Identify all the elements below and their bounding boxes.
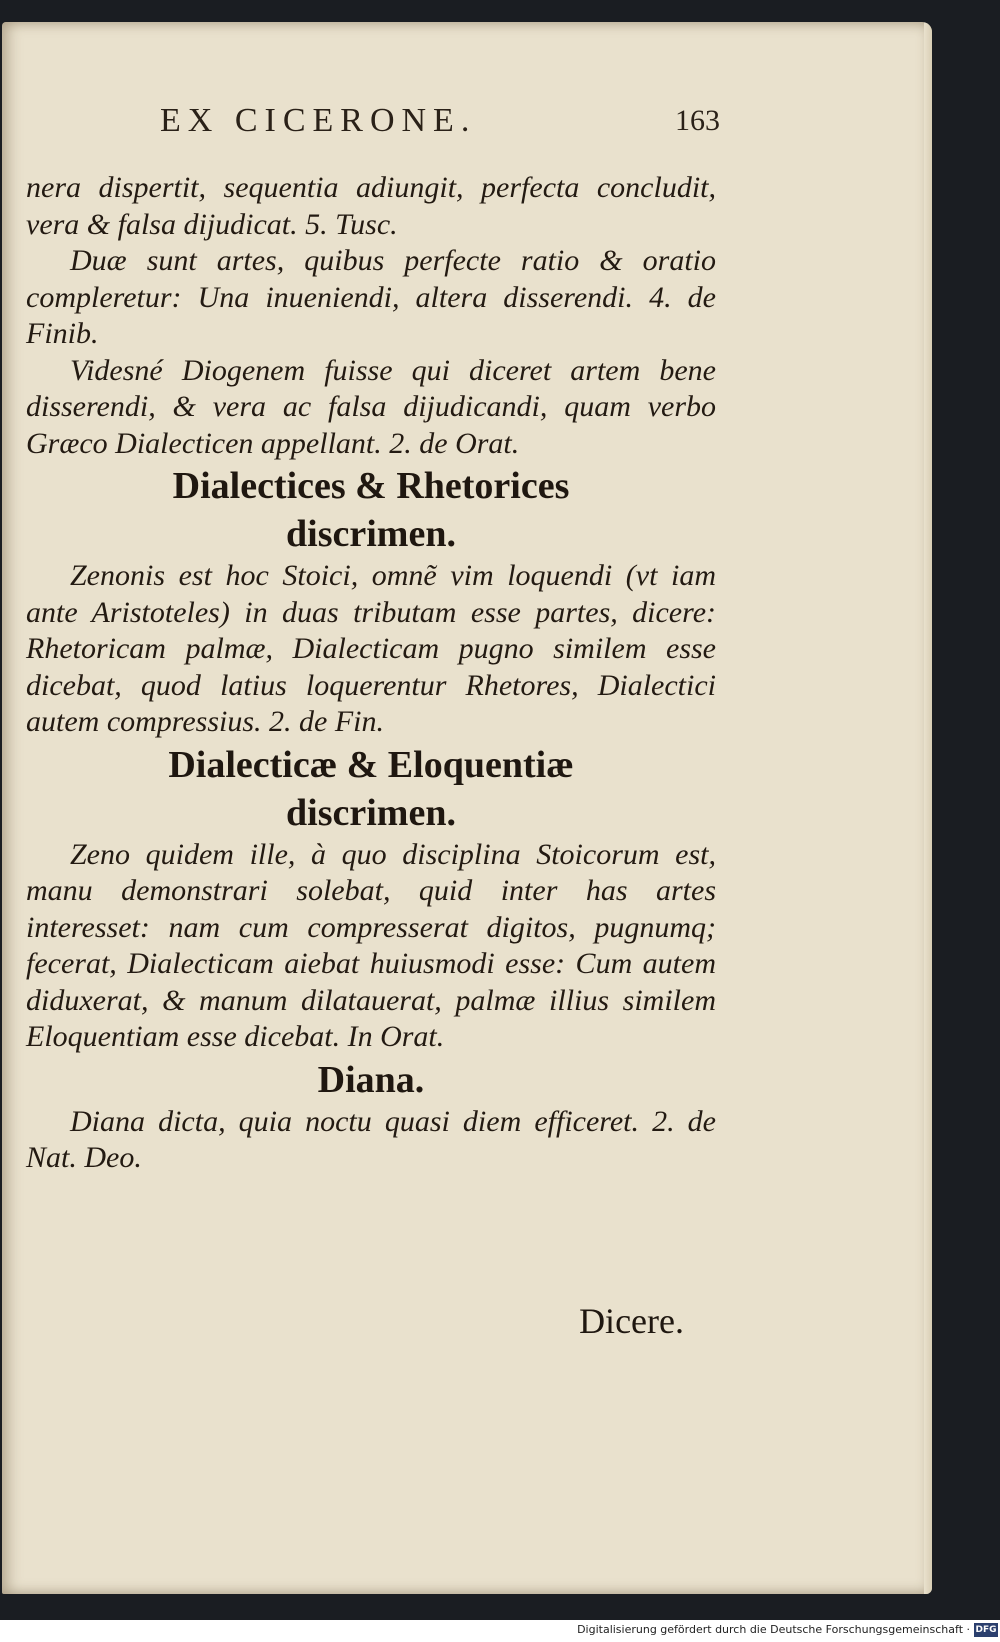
heading-dialectices-rhetorices (26, 462, 716, 558)
book-page (2, 22, 932, 1594)
heading-dialecticae-eloquentiae (26, 741, 716, 837)
heading-line: Dialectices & Rhetorices (172, 465, 570, 507)
page-body (26, 170, 716, 1177)
page-header (160, 102, 720, 152)
running-head: EX CICERONE. (160, 102, 477, 139)
heading-line: discrimen. (286, 791, 456, 834)
page-edge-shadow (924, 22, 932, 1594)
paragraph-zeno-quidem: Zeno quidem ille, à quo disciplina Stoicorum est, manu demonstrari solebat, quid inter has artes interesset: nam cum compresserat digitos, pugnumq; fecerat, Dialecticam aiebat huiusmodi esse: Cum autem diduxerat, & manum dilatauerat, palmæ illius similem Eloquentiam esse dicebat. In Orat. (26, 837, 716, 1053)
paragraph-duae-artes: Duæ sunt artes, quibus perfecte ratio & oratio compleretur: Una inueniendi, altera disserendi. 4. de Finib. (26, 244, 716, 350)
paragraph-dispertit: nera dispertit, sequentia adiungit, perfecta concludit, vera & falsa dijudicat. 5. Tusc. (26, 171, 716, 241)
heading-line: Diana. (317, 1058, 425, 1101)
paragraph-zenonis: Zenonis est hoc Stoici, omnẽ vim loquendi (vt iam ante Aristoteles) in duas tributam esse partes, dicere: Rhetoricam palmæ, Dialecticam pugno similem esse dicebat, quod latius loquerentur Rhetores, Dialectici autem compressius. 2. de Fin. (26, 559, 716, 738)
footer-bar (0, 1620, 1000, 1642)
heading-line: discrimen. (286, 513, 456, 555)
paragraph-diana: Diana dicta, quia noctu quasi diem efficeret. 2. de Nat. Deo. (26, 1104, 716, 1174)
page-number: 163 (675, 104, 720, 137)
heading-line: Dialecticæ & Eloquentiæ (168, 743, 574, 786)
funding-credit: Digitalisierung gefördert durch die Deutsche Forschungsgemeinschaft · (577, 1623, 970, 1636)
catchword: Dicere. (579, 1301, 684, 1341)
dfg-logo-icon: DFG (975, 1625, 997, 1635)
heading-diana (26, 1056, 716, 1104)
paragraph-diogenes: Videsné Diogenem fuisse qui diceret artem bene disserendi, & vera ac falsa dijudicandi, quam verbo Græco Dialecticen appellant. 2. de Orat. (26, 353, 716, 460)
